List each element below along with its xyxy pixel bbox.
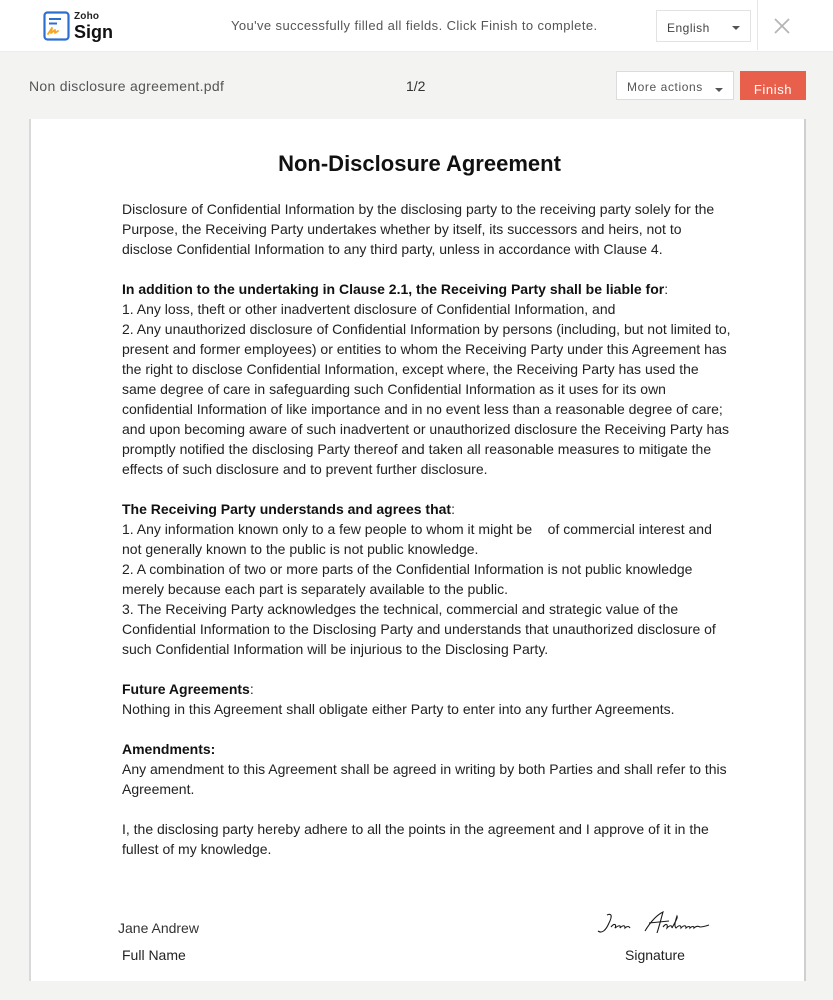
brand-zoho: Zoho — [74, 10, 100, 22]
chevron-down-icon — [732, 26, 740, 30]
signature-label: Signature — [625, 947, 685, 963]
liability-heading: In addition to the undertaking in Clause 2.1, the Receiving Party shall be liable for: — [122, 281, 669, 297]
declaration-text: I, the disclosing party hereby adhere to all the points in the agreement and I approve of it in the fullest of my knowledge. — [122, 821, 709, 857]
intro-paragraph: Disclosure of Confidential Information by the disclosing party to the receiving party solely for the Purpose, the Receiving Party undertakes whether by itself, its successors and heirs, not to disclose Confidential Information to any third party, unless in accordance with Clause 4. — [122, 201, 715, 257]
future-agreements-heading: Future Agreements: — [122, 681, 254, 697]
document-page — [29, 119, 806, 981]
liability-item-1: 1. Any loss, theft or other inadvertent disclosure of Confidential Information, and — [122, 301, 616, 317]
language-select[interactable] — [656, 10, 751, 42]
top-header — [0, 0, 833, 52]
language-value: English — [667, 21, 710, 35]
page-indicator: 1/2 — [406, 78, 426, 94]
signature-field[interactable] — [593, 909, 723, 939]
more-actions-label: More actions — [627, 80, 703, 94]
completion-status-message: You've successfully filled all fields. Click Finish to complete. — [231, 18, 598, 33]
liability-item-2: 2. Any unauthorized disclosure of Confidential Information by persons (including, but not limited to, present and former employees) or entities to whom the Receiving Party under this Agreement has the right to disclose Confidential Information, except where, the Receiving Party has used the same degree of care in safeguarding such Confidential Information as it uses for its own confidential Information of like importance and in no event less than a reasonable degree of care; and upon becoming aware of such inadvertent or unauthorized disclosure the Receiving Party has promptly notified the disclosing Party thereof and taken all reasonable measures to mitigate the effects of such disclosure and to prevent further disclosure. — [122, 321, 731, 477]
future-agreements-text: Nothing in this Agreement shall obligate either Party to enter into any further Agreements. — [122, 701, 675, 717]
understanding-item-2: 2. A combination of two or more parts of the Confidential Information is not public knowledge merely because each part is separately available to the public. — [122, 561, 693, 597]
zoho-sign-logo — [43, 10, 113, 42]
document-body — [122, 199, 732, 859]
full-name-label: Full Name — [122, 947, 186, 963]
full-name-field[interactable]: Jane Andrew — [118, 920, 199, 936]
finish-button[interactable]: Finish — [740, 71, 806, 100]
understanding-heading: The Receiving Party understands and agrees that: — [122, 501, 455, 517]
zoho-sign-logo-icon — [43, 11, 70, 41]
amendments-heading: Amendments: — [122, 741, 216, 757]
understanding-item-3: 3. The Receiving Party acknowledges the technical, commercial and strategic value of the Confidential Information to the Disclosing Party and understands that unauthorized disclosure of such Confidential Information will be injurious to the Disclosing Party. — [122, 601, 716, 657]
header-divider — [757, 0, 758, 50]
document-title: Non-Disclosure Agreement — [278, 151, 561, 176]
understanding-item-1: 1. Any information known only to a few people to whom it might be of commercial interest and not generally known to the public is not public knowledge. — [122, 521, 716, 557]
close-icon[interactable] — [772, 16, 792, 36]
document-filename: Non disclosure agreement.pdf — [29, 78, 225, 94]
chevron-down-icon — [715, 88, 723, 92]
amendments-text: Any amendment to this Agreement shall be agreed in writing by both Parties and shall refer to this Agreement. — [122, 761, 727, 797]
more-actions-dropdown[interactable] — [616, 71, 734, 100]
document-toolbar — [0, 52, 833, 118]
brand-sign: Sign — [74, 21, 113, 42]
